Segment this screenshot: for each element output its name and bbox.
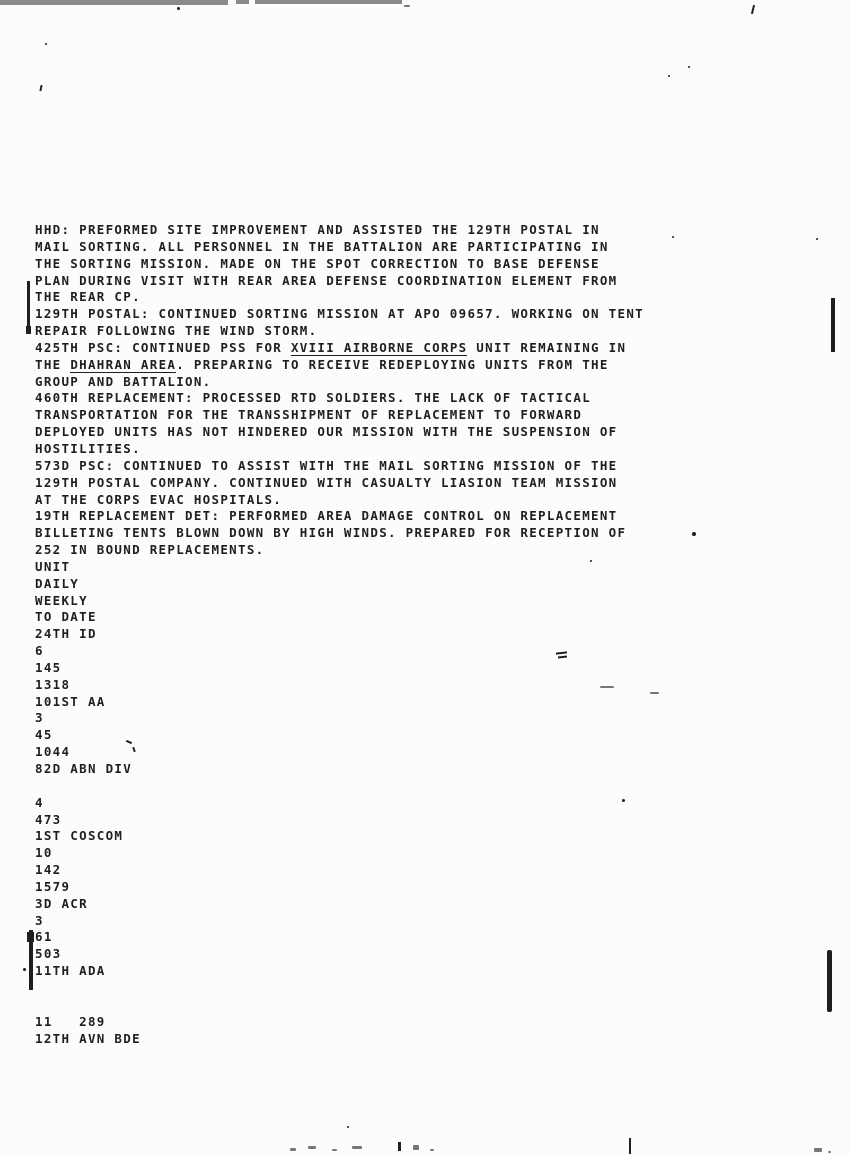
document-line: 3 bbox=[35, 912, 44, 928]
scan-speck bbox=[39, 85, 42, 91]
document-line: DEPLOYED UNITS HAS NOT HINDERED OUR MISSION WITH THE SUSPENSION OF bbox=[35, 424, 618, 440]
document-line: 573D PSC: CONTINUED TO ASSIST WITH THE MAIL SORTING MISSION OF THE bbox=[35, 457, 618, 473]
document-body bbox=[35, 222, 815, 1047]
document-line: HHD: PREFORMED SITE IMPROVEMENT AND ASSISTED THE 129TH POSTAL IN bbox=[35, 222, 600, 237]
scan-speck bbox=[404, 5, 410, 7]
bottom-smudge bbox=[332, 1149, 337, 1151]
underlined-text: XVIII AIRBORNE CORPS bbox=[290, 339, 468, 355]
document-line: THE DHAHRAN AREA. PREPARING TO RECEIVE REDEPLOYING UNITS FROM THE bbox=[35, 356, 609, 372]
right-margin-mark bbox=[831, 298, 835, 352]
document-line: 129TH POSTAL: CONTINUED SORTING MISSION AT APO 09657. WORKING ON TENT bbox=[35, 306, 644, 322]
document-line: UNIT bbox=[35, 558, 71, 574]
scan-speck bbox=[23, 968, 26, 971]
document-line bbox=[35, 778, 815, 795]
document-line: 1579 bbox=[35, 878, 71, 894]
document-line: 473 bbox=[35, 811, 62, 827]
document-line: 11 289 bbox=[35, 1013, 106, 1029]
document-line: HOSTILITIES. bbox=[35, 440, 141, 456]
document-line: DAILY bbox=[35, 575, 80, 591]
document-line: 10 bbox=[35, 845, 53, 861]
document-line: MAIL SORTING. ALL PERSONNEL IN THE BATTALION ARE PARTICIPATING IN bbox=[35, 238, 609, 254]
document-line: 3D ACR bbox=[35, 895, 88, 911]
document-line: 503 bbox=[35, 946, 62, 962]
document-line: 11TH ADA bbox=[35, 963, 106, 979]
document-line: 45 bbox=[35, 727, 53, 743]
document-line bbox=[35, 997, 815, 1014]
document-line: 1ST COSCOM bbox=[35, 828, 124, 844]
bottom-smudge bbox=[398, 1142, 401, 1151]
document-line: GROUP AND BATTALION. bbox=[35, 373, 212, 389]
bottom-smudge bbox=[413, 1145, 419, 1150]
right-margin-mark bbox=[827, 950, 832, 1012]
document-line: THE REAR CP. bbox=[35, 289, 141, 305]
left-margin-mark bbox=[27, 932, 34, 942]
document-line: 61 bbox=[35, 929, 53, 945]
document-line: THE SORTING MISSION. MADE ON THE SPOT CORRECTION TO BASE DEFENSE bbox=[35, 255, 600, 271]
document-line bbox=[35, 980, 815, 997]
scan-speck bbox=[751, 5, 755, 14]
document-line: 142 bbox=[35, 862, 62, 878]
scanner-edge-bar bbox=[236, 0, 249, 4]
scan-speck bbox=[668, 75, 670, 77]
scan-speck bbox=[45, 43, 47, 45]
document-line: BILLETING TENTS BLOWN DOWN BY HIGH WINDS. PREPARED FOR RECEPTION OF bbox=[35, 525, 627, 541]
document-line: 24TH ID bbox=[35, 626, 97, 642]
bottom-edge-mark bbox=[629, 1138, 631, 1154]
document-line: PLAN DURING VISIT WITH REAR AREA DEFENSE COORDINATION ELEMENT FROM bbox=[35, 272, 618, 288]
document-line: 82D ABN DIV bbox=[35, 761, 133, 776]
document-line: AT THE CORPS EVAC HOSPITALS. bbox=[35, 491, 283, 507]
bottom-smudge bbox=[814, 1148, 822, 1152]
document-line: 460TH REPLACEMENT: PROCESSED RTD SOLDIERS. THE LACK OF TACTICAL bbox=[35, 390, 592, 406]
document-line: TRANSPORTATION FOR THE TRANSSHIPMENT OF REPLACEMENT TO FORWARD bbox=[35, 407, 583, 423]
document-line: WEEKLY bbox=[35, 592, 88, 608]
document-line: 4 bbox=[35, 794, 44, 810]
bottom-smudge bbox=[308, 1146, 316, 1149]
scan-speck bbox=[177, 7, 180, 10]
document-line: 1318 bbox=[35, 676, 71, 692]
document-line: 19TH REPLACEMENT DET: PERFORMED AREA DAMAGE CONTROL ON REPLACEMENT bbox=[35, 508, 618, 524]
scanner-edge-bar bbox=[255, 0, 402, 4]
document-line: 425TH PSC: CONTINUED PSS FOR XVIII AIRBORNE CORPS UNIT REMAINING IN bbox=[35, 339, 627, 355]
bottom-smudge bbox=[290, 1148, 296, 1151]
document-line: 252 IN BOUND REPLACEMENTS. bbox=[35, 542, 265, 558]
document-line: 12TH AVN BDE bbox=[35, 1030, 141, 1046]
bottom-smudge bbox=[828, 1151, 831, 1153]
bottom-smudge bbox=[430, 1149, 434, 1151]
document-line: 129TH POSTAL COMPANY. CONTINUED WITH CASUALTY LIASION TEAM MISSION bbox=[35, 474, 618, 490]
scan-speck bbox=[347, 1126, 349, 1128]
document-line: 6 bbox=[35, 643, 44, 659]
scan-speck bbox=[688, 66, 690, 68]
document-line: REPAIR FOLLOWING THE WIND STORM. bbox=[35, 323, 318, 339]
left-margin-mark bbox=[26, 326, 31, 334]
document-line: 3 bbox=[35, 710, 44, 726]
underlined-text: DHAHRAN AREA bbox=[70, 356, 177, 372]
document-line: 101ST AA bbox=[35, 693, 106, 709]
document-line: TO DATE bbox=[35, 609, 97, 625]
document-line: 1044 bbox=[35, 744, 71, 760]
document-line: 145 bbox=[35, 659, 62, 675]
scan-speck bbox=[816, 238, 818, 240]
bottom-smudge bbox=[352, 1146, 362, 1149]
scanner-edge-bar bbox=[0, 0, 228, 5]
